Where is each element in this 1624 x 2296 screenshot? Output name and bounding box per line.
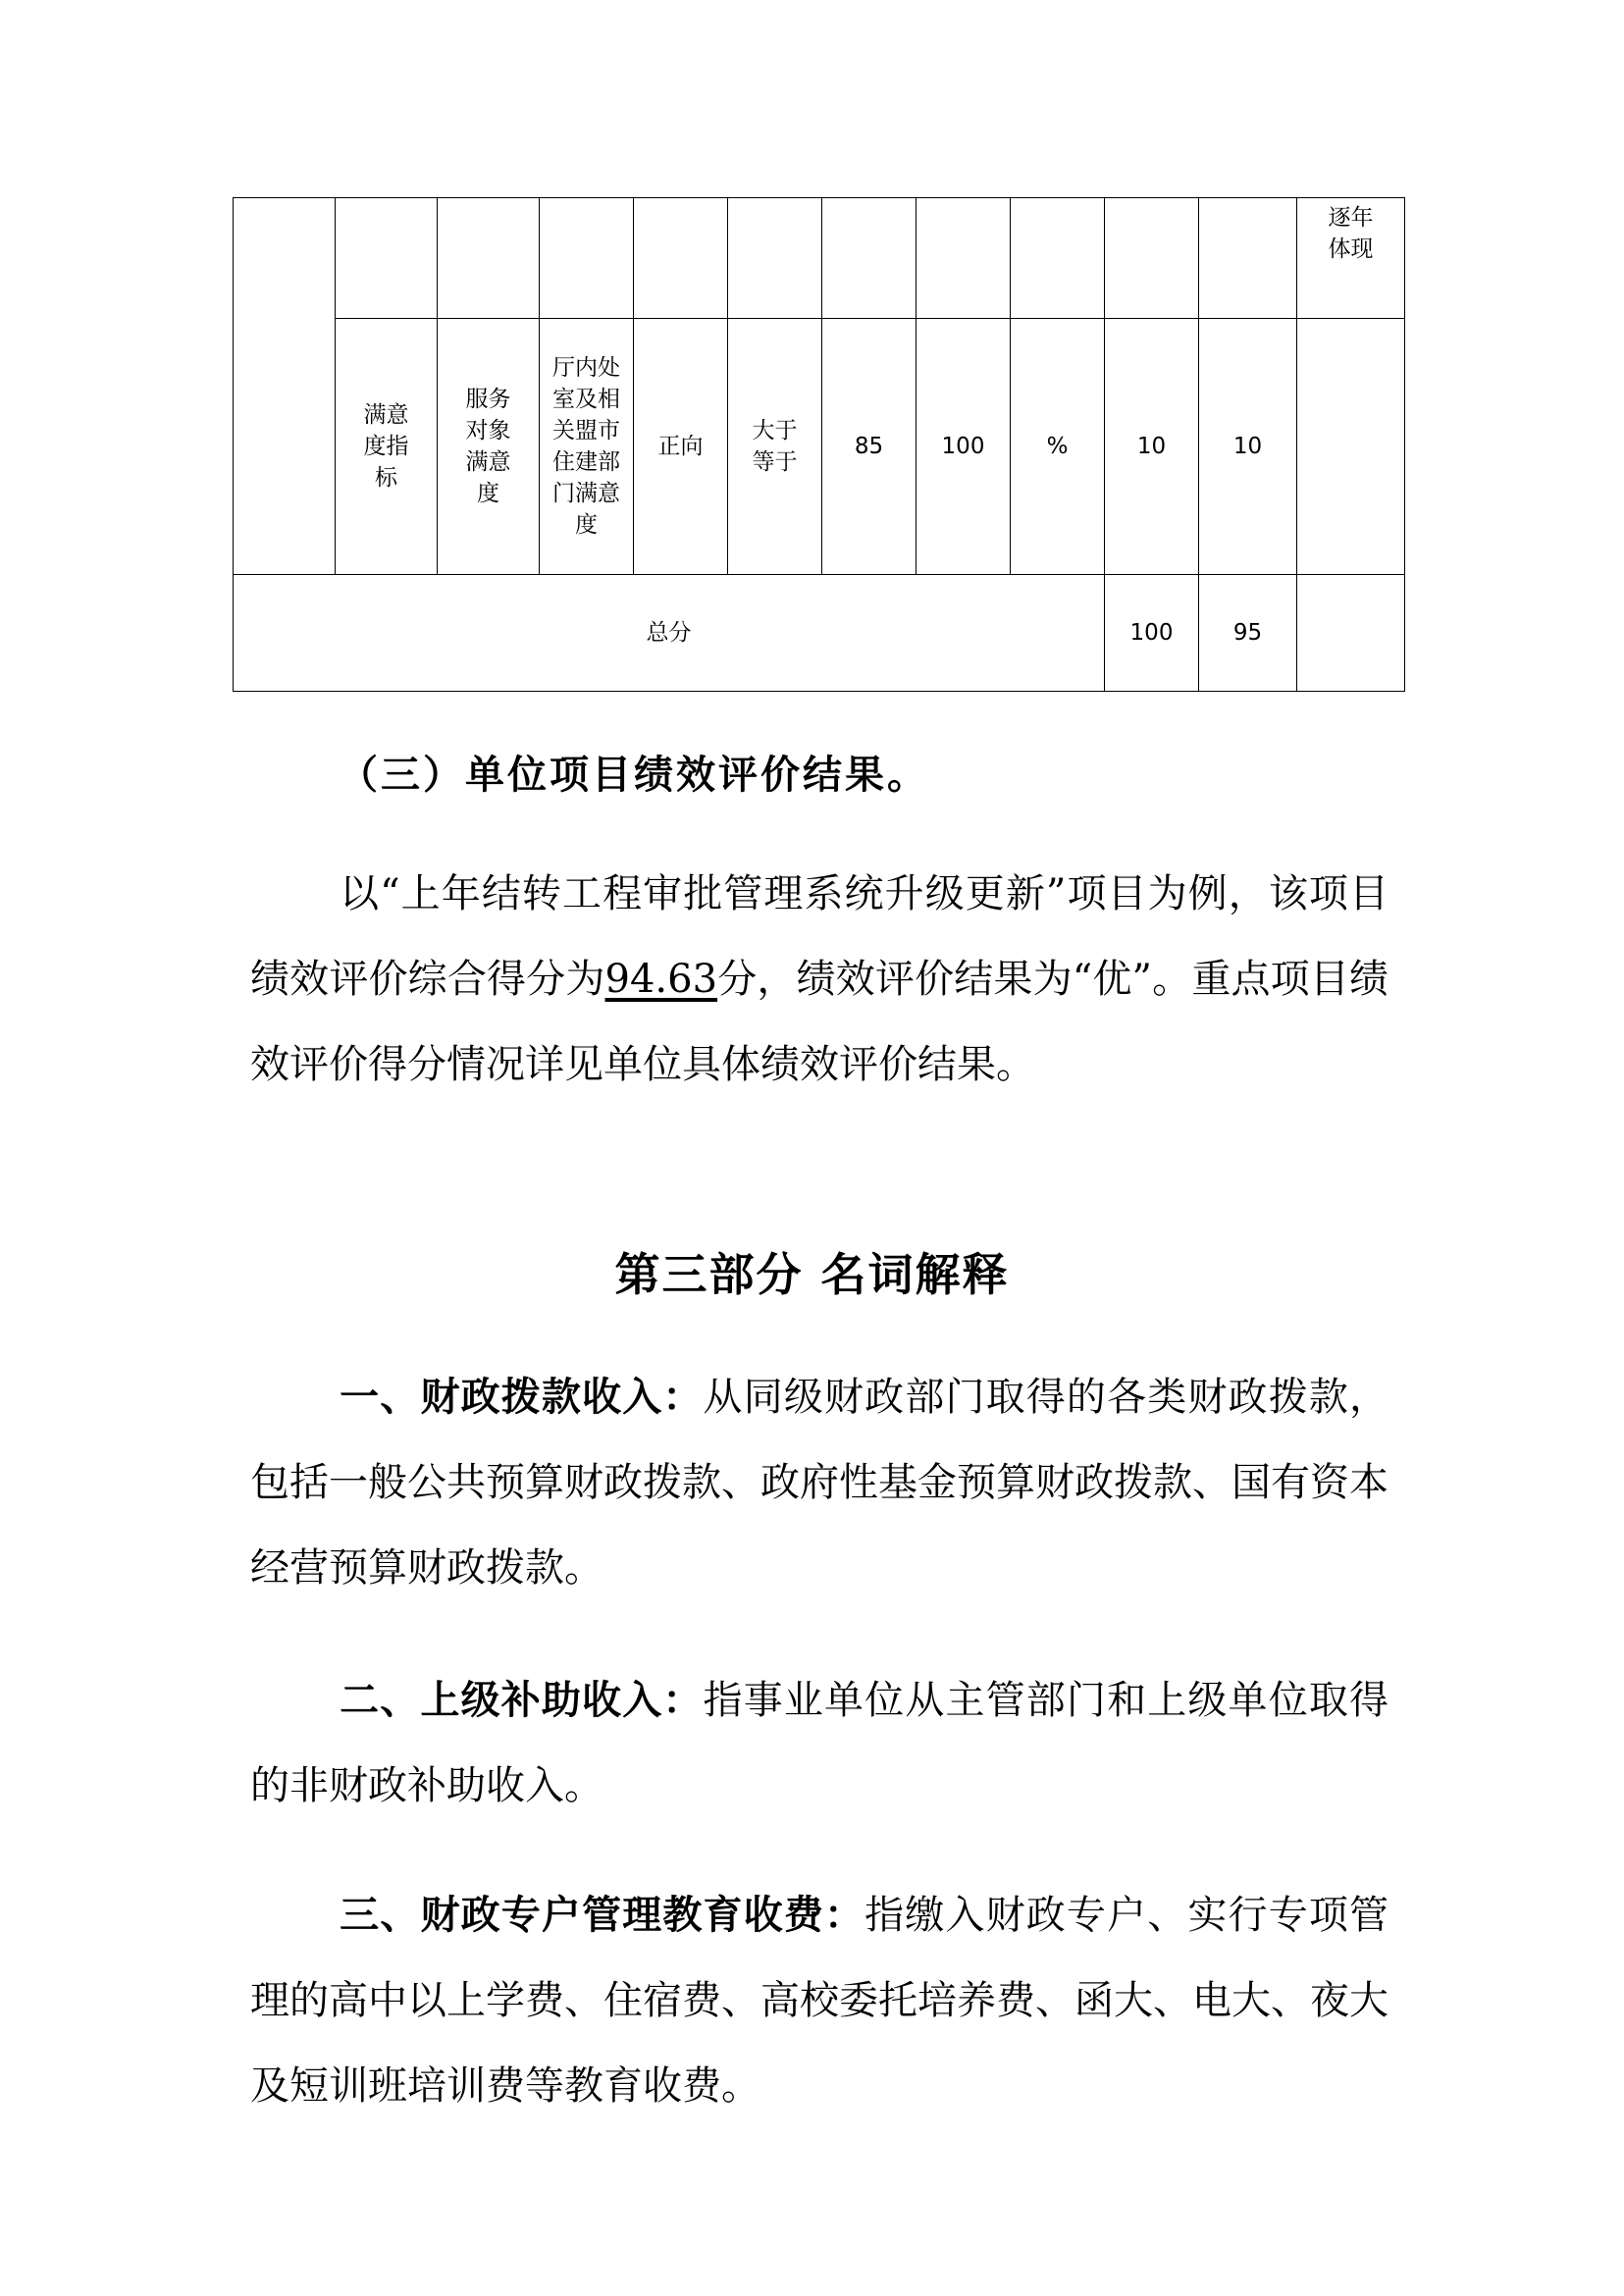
composite-score: 94.63 xyxy=(604,957,718,1002)
paragraph-text: 以“上年结转工程审批管理系统升级更新”项目为例，该项目绩效评价综合得分为 xyxy=(250,871,1388,1002)
table-row xyxy=(234,198,1405,319)
term-label: 二、上级补助收入： xyxy=(339,1677,704,1723)
table-cell xyxy=(728,319,822,575)
level2-indicator: 满意度指标 xyxy=(363,402,409,491)
table-cell xyxy=(438,319,540,575)
section-heading: （三）单位项目绩效评价结果。 xyxy=(339,752,929,798)
weight-value: 10 xyxy=(1105,319,1199,575)
table-row xyxy=(234,319,1405,575)
term-paragraph xyxy=(250,1354,1388,1611)
table-cell xyxy=(1105,198,1199,319)
table-cell xyxy=(540,198,634,319)
table-cell xyxy=(234,198,336,575)
score-value: 10 xyxy=(1199,319,1297,575)
performance-table xyxy=(233,197,1405,692)
table-cell xyxy=(1297,198,1405,319)
total-label: 总分 xyxy=(234,575,1105,692)
actual-value: 100 xyxy=(917,319,1011,575)
term-definition: 指缴入财政专户、实行专项管理的高中以上学费、住宿费、高校委托培养费、函大、电大、夜大及短训班培训费等教育收费。 xyxy=(250,1893,1389,2109)
table-cell xyxy=(728,198,822,319)
table-cell xyxy=(336,198,438,319)
table-row xyxy=(234,575,1405,692)
paragraph-text: 分，绩效评价结果为“优”。重点项目绩效评价得分情况详见单位具体绩效评价结果。 xyxy=(250,957,1388,1087)
comparator: 大于等于 xyxy=(752,418,798,475)
total-note xyxy=(1297,575,1405,692)
table-cell xyxy=(336,319,438,575)
term-definition: 从同级财政部门取得的各类财政拨款，包括一般公共预算财政拨款、政府性基金预算财政拨款、国有资本经营预算财政拨款。 xyxy=(250,1375,1389,1591)
table-cell xyxy=(634,198,728,319)
term-label: 三、财政专户管理教育收费： xyxy=(339,1892,865,1938)
indicator-content: 厅内处室及相关盟市住建部门满意度 xyxy=(552,355,620,538)
term-definition: 指事业单位从主管部门和上级单位取得的非财政补助收入。 xyxy=(250,1678,1389,1808)
evaluation-paragraph xyxy=(250,852,1388,1108)
table-cell xyxy=(822,198,917,319)
remark-text: 逐年体现 xyxy=(1328,205,1374,262)
total-score: 95 xyxy=(1199,575,1297,692)
table-cell xyxy=(1011,198,1105,319)
term-label: 一、财政拨款收入： xyxy=(339,1374,704,1420)
table-cell xyxy=(438,198,540,319)
table-cell xyxy=(540,319,634,575)
table-cell xyxy=(1199,198,1297,319)
total-weight: 100 xyxy=(1105,575,1199,692)
indicator-direction: 正向 xyxy=(657,434,704,459)
table-cell xyxy=(634,319,728,575)
part-title: 第三部分 名词解释 xyxy=(614,1248,1010,1301)
table-cell xyxy=(917,198,1011,319)
unit: % xyxy=(1011,319,1105,575)
target-value: 85 xyxy=(822,319,917,575)
note-cell xyxy=(1297,319,1405,575)
term-paragraph xyxy=(250,1872,1388,2129)
level3-indicator: 服务对象满意度 xyxy=(465,387,511,506)
term-paragraph xyxy=(250,1657,1388,1829)
